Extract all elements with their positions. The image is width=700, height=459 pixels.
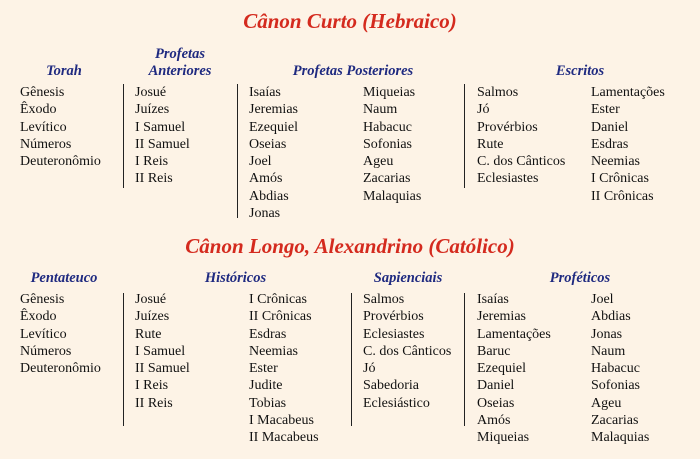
book-name: II Reis	[135, 395, 173, 411]
sapienciais-list	[363, 291, 451, 412]
book-name: II Macabeus	[249, 430, 319, 446]
book-name: Eclesiastes	[477, 171, 539, 187]
book-name: Abdias	[591, 309, 631, 325]
book-name: Juízes	[135, 102, 170, 118]
book-name: Eclesiástico	[363, 395, 430, 411]
book-name: Habacuc	[363, 119, 412, 135]
book-name: Ezequiel	[249, 119, 298, 135]
book-name: Isaías	[477, 292, 509, 307]
book-name: Eclesiastes	[363, 326, 425, 342]
profeticos-col2	[591, 291, 649, 447]
torah-list	[20, 84, 101, 170]
book-name: Gênesis	[20, 85, 65, 100]
profetas-anteriores-list	[135, 84, 190, 188]
book-name: Deuteronômio	[20, 361, 101, 377]
book-name: Ester	[591, 102, 620, 118]
profetas-anteriores-heading-line2: Anteriores	[148, 63, 212, 79]
book-name: C. dos Cânticos	[363, 343, 452, 359]
escritos-col1	[477, 84, 565, 188]
book-name: Habacuc	[591, 361, 640, 377]
historicos-col1	[135, 291, 190, 412]
book-name: Daniel	[477, 378, 515, 394]
book-name: Sofonias	[591, 378, 640, 394]
book-name: Oseias	[249, 136, 287, 152]
book-name: I Reis	[135, 154, 169, 170]
book-name: Josué	[135, 292, 167, 307]
book-name: Números	[20, 343, 72, 359]
divider	[464, 293, 465, 426]
book-name: Esdras	[249, 326, 287, 342]
divider	[123, 84, 124, 188]
profetas-posteriores-col1	[249, 84, 298, 222]
book-name: Malaquias	[591, 430, 650, 446]
book-name: II Samuel	[135, 361, 190, 377]
book-name: Levítico	[20, 326, 67, 342]
book-name: Oseias	[477, 395, 515, 411]
book-name: Rute	[477, 136, 504, 152]
book-name: Ester	[249, 361, 278, 377]
book-name: Joel	[249, 154, 272, 170]
book-name: Zacarias	[591, 413, 639, 429]
book-name: Zacarias	[363, 171, 411, 187]
pentateuco-list	[20, 291, 101, 377]
book-name: Ageu	[363, 154, 394, 170]
book-name: Neemias	[591, 154, 640, 170]
book-name: Baruc	[477, 343, 511, 359]
book-name: I Samuel	[135, 343, 186, 359]
book-name: Sabedoria	[363, 378, 419, 394]
book-name: Amós	[477, 413, 511, 429]
divider	[123, 293, 124, 426]
canon-longo-title: Cânon Longo, Alexandrino (Católico)	[185, 234, 515, 258]
book-name: Esdras	[591, 136, 629, 152]
historicos-heading: Históricos	[204, 270, 267, 286]
book-name: Rute	[135, 326, 162, 342]
book-name: I Crônicas	[591, 171, 649, 187]
book-name: Amós	[249, 171, 283, 187]
sapienciais-heading: Sapienciais	[373, 270, 443, 286]
book-name: Provérbios	[477, 119, 538, 135]
book-name: Gênesis	[20, 292, 65, 307]
book-name: Neemias	[249, 343, 298, 359]
book-name: Juízes	[135, 309, 170, 325]
book-name: I Crônicas	[249, 292, 307, 307]
book-name: Lamentações	[591, 85, 665, 100]
profetas-posteriores-col2	[363, 84, 421, 205]
book-name: Salmos	[363, 292, 405, 307]
book-name: Jonas	[249, 206, 281, 222]
escritos-col2	[591, 84, 665, 205]
escritos-heading: Escritos	[555, 63, 605, 79]
book-name: Levítico	[20, 119, 67, 135]
book-name: II Samuel	[135, 136, 190, 152]
book-name: Êxodo	[20, 102, 57, 118]
book-name: I Reis	[135, 378, 169, 394]
book-name: Salmos	[477, 85, 519, 100]
book-name: Joel	[591, 292, 614, 307]
profeticos-heading: Proféticos	[549, 270, 611, 286]
pentateuco-heading: Pentateuco	[30, 270, 98, 286]
book-name: Miqueias	[477, 430, 530, 446]
book-name: Judite	[249, 378, 283, 394]
book-name: Malaquias	[363, 188, 422, 204]
torah-heading: Torah	[46, 63, 82, 79]
profeticos-col1	[477, 291, 551, 447]
book-name: Naum	[591, 343, 626, 359]
profetas-posteriores-heading: Profetas Posteriores	[292, 63, 414, 79]
book-name: Tobias	[249, 395, 287, 411]
book-name: Jeremias	[477, 309, 526, 325]
book-name: II Crônicas	[591, 188, 654, 204]
profetas-anteriores-heading-line1: Profetas	[155, 46, 205, 62]
book-name: Jonas	[591, 326, 623, 342]
book-name: C. dos Cânticos	[477, 154, 566, 170]
book-name: Êxodo	[20, 309, 57, 325]
divider	[237, 84, 238, 218]
book-name: Ageu	[591, 395, 622, 411]
book-name: I Samuel	[135, 119, 186, 135]
book-name: II Reis	[135, 171, 173, 187]
canon-curto-title: Cânon Curto (Hebraico)	[243, 9, 457, 33]
book-name: I Macabeus	[249, 413, 314, 429]
book-name: Miqueias	[363, 85, 416, 100]
profetas-anteriores-heading	[133, 46, 227, 80]
book-name: Ezequiel	[477, 361, 526, 377]
book-name: Lamentações	[477, 326, 551, 342]
book-name: II Crônicas	[249, 309, 312, 325]
book-name: Números	[20, 136, 72, 152]
book-name: Jó	[477, 102, 490, 118]
book-name: Daniel	[591, 119, 629, 135]
book-name: Isaías	[249, 85, 281, 100]
book-name: Josué	[135, 85, 167, 100]
book-name: Jó	[363, 361, 376, 377]
book-name: Abdias	[249, 188, 289, 204]
divider	[464, 84, 465, 188]
historicos-col2	[249, 291, 319, 447]
book-name: Sofonias	[363, 136, 412, 152]
book-name: Provérbios	[363, 309, 424, 325]
divider	[351, 293, 352, 426]
book-name: Naum	[363, 102, 398, 118]
book-name: Deuteronômio	[20, 154, 101, 170]
book-name: Jeremias	[249, 102, 298, 118]
